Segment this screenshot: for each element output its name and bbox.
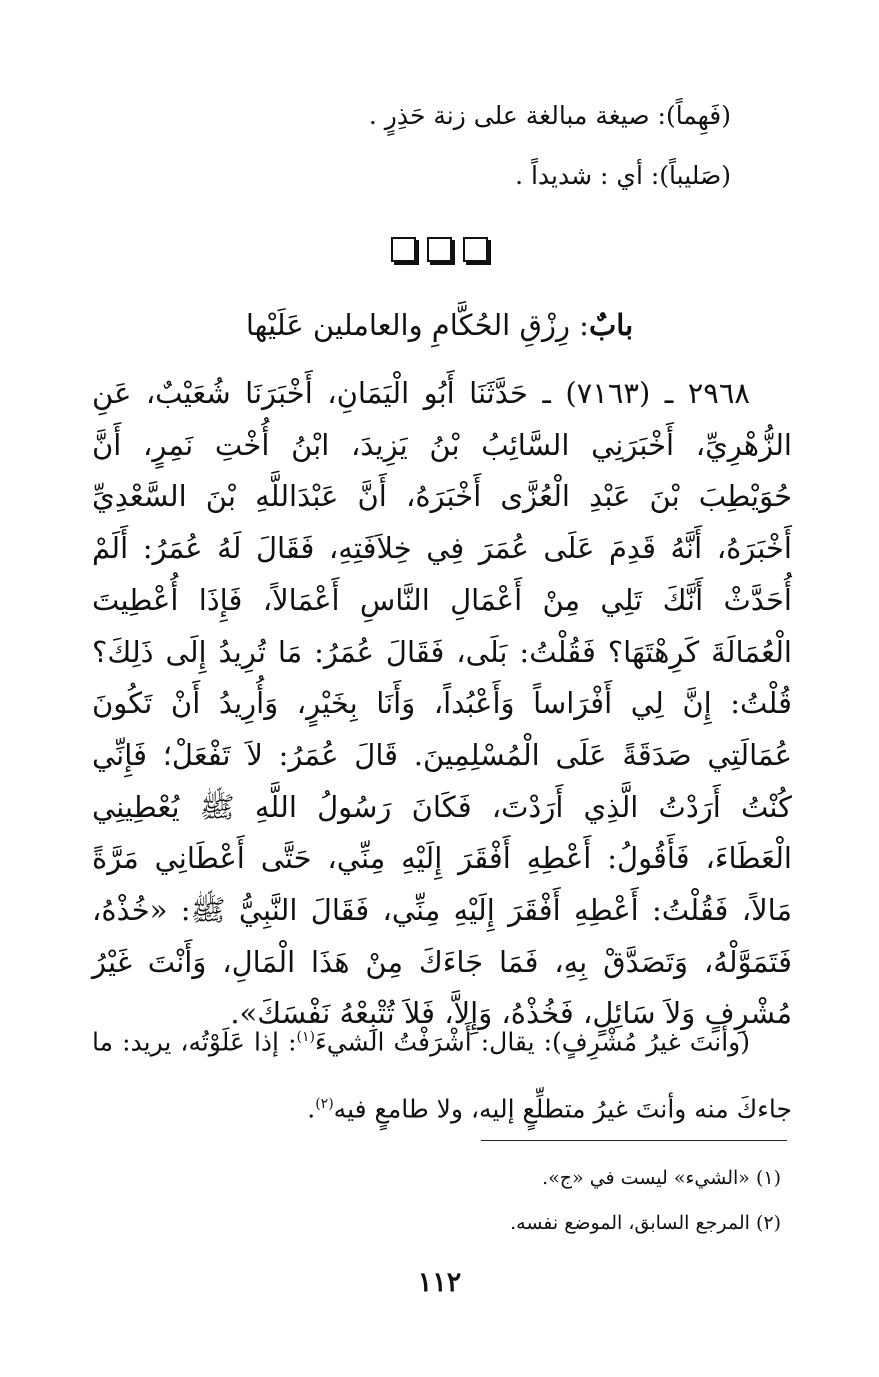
gloss-entry <box>515 156 731 196</box>
footnote-separator-rule <box>481 1140 787 1141</box>
footnote-marker: (١) <box>755 1167 781 1189</box>
commentary-text: : إذا عَلَوْتُه، يريد: ما جاءكَ منه وأنتَ غيرُ متطلِّعٍ إليه، ولا طامعٍ فيه <box>92 1027 792 1124</box>
chapter-heading <box>0 300 879 350</box>
footnote-marker: (٢) <box>755 1212 781 1234</box>
ornament-square-icon <box>391 237 416 262</box>
footnote-reference[interactable]: (٢) <box>315 1096 334 1113</box>
footnote <box>510 1208 781 1238</box>
section-divider-ornament <box>0 237 879 262</box>
commentary-term: (وأنتَ غيرُ مُشْرِفٍ) <box>552 1027 750 1057</box>
commentary-text: : يقال: أَشْرَفْتُ الشيءَ <box>314 1027 553 1057</box>
hadith-paragraph <box>92 368 792 1040</box>
ornament-square-icon <box>427 237 452 262</box>
chapter-label: بابٌ <box>588 308 634 342</box>
chapter-title: : رِزْقِ الحُكَّامِ والعاملين عَلَيْها <box>245 308 589 342</box>
gloss-term: (صَليباً) <box>659 161 731 190</box>
footnote <box>542 1163 781 1193</box>
footnote-reference[interactable]: (١) <box>296 1029 315 1045</box>
footnote-text: «الشيء» ليست في «ج». <box>542 1167 750 1189</box>
commentary-text-end: . <box>307 1094 316 1124</box>
hadith-number: ٢٩٦٨ ـ (٧١٦٣) <box>565 376 750 410</box>
footnote-text: المرجع السابق، الموضع نفسه. <box>510 1212 750 1234</box>
gloss-separator: : <box>642 161 660 190</box>
gloss-separator: : <box>649 101 666 130</box>
gloss-term: (فَهِماً) <box>665 101 731 130</box>
gloss-text: أي : شديداً . <box>515 161 643 190</box>
hadith-text: ـ حَدَّثَنَا أَبُو الْيَمَانِ، أَخْبَرَنَا شُعَيْبٌ، عَنِ الزُّهْرِيِّ، أَخْبَرَنِي السَّائِبُ بْنُ يَزِيدَ، ابْنُ أُخْتِ نَمِرٍ، أَنَّ حُوَيْطِبَ بْنَ عَبْدِ الْعُزَّى أَخْبَرَهُ، أَنَّ عَبْدَاللَّهِ بْنَ السَّعْدِيِّ أَخْبَرَهُ، أَنَّهُ قَدِمَ عَلَى عُمَرَ فِي خِلاَفَتِهِ، فَقَالَ لَهُ عُمَرُ: أَلَمْ أُحَدَّثْ أَنَّكَ تَلِي مِنْ أَعْمَالِ النَّاسِ أَعْمَالاً، فَإِذَا أُعْطِيتَ الْعُمَالَةَ كَرِهْتَهَا؟ فَقُلْتُ: بَلَى، فَقَالَ عُمَرُ: مَا تُرِيدُ إِلَى ذَلِكَ؟ قُلْتُ: إِنَّ لِي أَفْرَاساً وَأَعْبُداً، وَأَنَا بِخَيْرٍ، وَأُرِيدُ أَنْ تَكُونَ عُمَالَتِي صَدَقَةً عَلَى الْمُسْلِمِينَ. قَالَ عُمَرُ: لاَ تَفْعَلْ؛ فَإِنِّي كُنْتُ أَرَدْتُ الَّذِي أَرَدْتَ، فَكَانَ رَسُولُ اللَّهِ ﷺ يُعْطِينِي الْعَطَاءَ، فَأَقُولُ: أَعْطِهِ أَفْقَرَ إِلَيْهِ مِنِّي، حَتَّى أَعْطَانِي مَرَّةً مَالاً، فَقُلْتُ: أَعْطِهِ أَفْقَرَ إِلَيْهِ مِنِّي، فَقَالَ النَّبِيُّ ﷺ: «خُذْهُ، فَتَمَوَّلْهُ، وَتَصَدَّقْ بِهِ، فَمَا جَاءَكَ مِنْ هَذَا الْمَالِ، وَأَنْتَ غَيْرُ مُشْرِفٍ وَلاَ سَائِلٍ، فَخُذْهُ، وَإِلاَّ، فَلاَ تُتْبِعْهُ نَفْسَكَ». <box>92 376 792 1031</box>
gloss-text: صيغة مبالغة على زنة حَذِرٍ . <box>368 101 650 130</box>
ornament-square-icon <box>463 237 488 262</box>
commentary-paragraph <box>92 1006 792 1141</box>
page-number: ١١٢ <box>417 1267 462 1298</box>
gloss-entry <box>369 96 731 136</box>
